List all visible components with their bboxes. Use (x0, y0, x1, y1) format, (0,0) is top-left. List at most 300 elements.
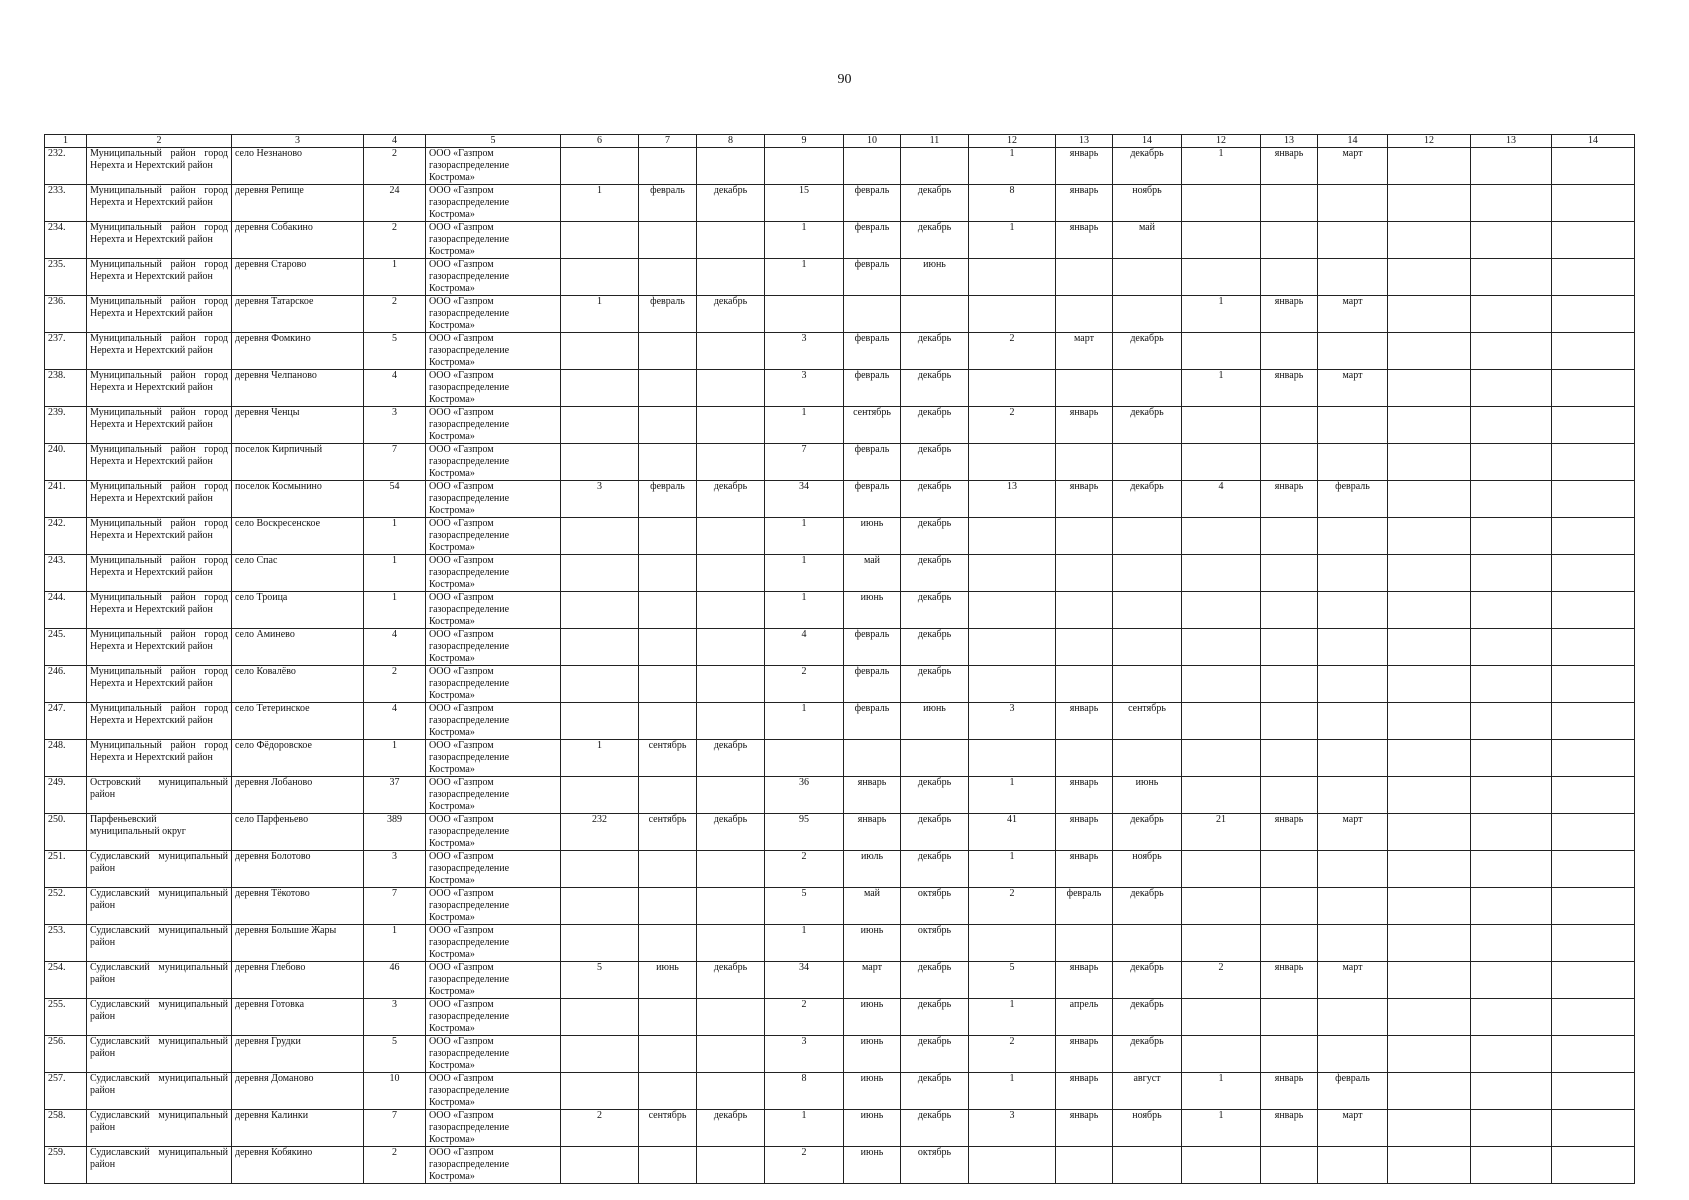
start-b: июнь (844, 1036, 901, 1073)
start-d: январь (1261, 1110, 1318, 1147)
total-count: 54 (364, 481, 426, 518)
count-a (561, 925, 639, 962)
end-c: сентябрь (1113, 703, 1182, 740)
end-c: декабрь (1113, 1036, 1182, 1073)
row-number: 248. (45, 740, 87, 777)
count-b: 3 (765, 333, 844, 370)
total-count: 1 (364, 518, 426, 555)
end-a (697, 592, 765, 629)
count-d (1182, 407, 1261, 444)
table-row (45, 1110, 1635, 1147)
column-header: 4 (364, 135, 426, 148)
count-c: 2 (969, 1036, 1056, 1073)
settlement: деревня Репище (232, 185, 364, 222)
start-d: январь (1261, 814, 1318, 851)
total-count: 389 (364, 814, 426, 851)
end-e (1552, 444, 1635, 481)
end-d: март (1318, 962, 1388, 999)
start-c (1056, 555, 1113, 592)
end-e (1552, 222, 1635, 259)
start-d: январь (1261, 148, 1318, 185)
total-count: 2 (364, 666, 426, 703)
end-c: май (1113, 222, 1182, 259)
end-e (1552, 518, 1635, 555)
municipality: Муниципальный район город Нерехта и Нерехтский район (87, 629, 232, 666)
count-a (561, 370, 639, 407)
count-e (1388, 333, 1471, 370)
count-c: 2 (969, 333, 1056, 370)
total-count: 1 (364, 555, 426, 592)
organization: ООО «Газпром газораспределение Кострома» (426, 481, 561, 518)
start-a (639, 148, 697, 185)
end-c: декабрь (1113, 148, 1182, 185)
count-c: 2 (969, 407, 1056, 444)
organization: ООО «Газпром газораспределение Кострома» (426, 666, 561, 703)
count-e (1388, 703, 1471, 740)
end-d (1318, 629, 1388, 666)
end-e (1552, 148, 1635, 185)
count-a: 1 (561, 296, 639, 333)
count-a (561, 666, 639, 703)
count-d (1182, 1147, 1261, 1184)
column-header: 5 (426, 135, 561, 148)
end-b: декабрь (901, 185, 969, 222)
organization: ООО «Газпром газораспределение Кострома» (426, 962, 561, 999)
municipality: Муниципальный район город Нерехта и Нерехтский район (87, 666, 232, 703)
start-a (639, 444, 697, 481)
end-a (697, 888, 765, 925)
start-a (639, 222, 697, 259)
count-b: 2 (765, 999, 844, 1036)
table-row (45, 555, 1635, 592)
start-c (1056, 259, 1113, 296)
end-a (697, 999, 765, 1036)
count-e (1388, 407, 1471, 444)
end-d (1318, 222, 1388, 259)
settlement: поселок Космынино (232, 481, 364, 518)
start-d (1261, 444, 1318, 481)
count-c: 13 (969, 481, 1056, 518)
organization: ООО «Газпром газораспределение Кострома» (426, 148, 561, 185)
table-row (45, 1073, 1635, 1110)
end-e (1552, 555, 1635, 592)
end-b (901, 148, 969, 185)
settlement: поселок Кирпичный (232, 444, 364, 481)
count-e (1388, 1073, 1471, 1110)
end-e (1552, 851, 1635, 888)
start-c (1056, 629, 1113, 666)
settlement: деревня Готовка (232, 999, 364, 1036)
count-a (561, 259, 639, 296)
count-b (765, 740, 844, 777)
start-c: январь (1056, 1110, 1113, 1147)
settlement: деревня Челпаново (232, 370, 364, 407)
end-c (1113, 370, 1182, 407)
end-c: ноябрь (1113, 185, 1182, 222)
municipality: Муниципальный район город Нерехта и Нерехтский район (87, 259, 232, 296)
count-c: 3 (969, 1110, 1056, 1147)
start-b: июнь (844, 1073, 901, 1110)
count-e (1388, 1147, 1471, 1184)
end-d (1318, 851, 1388, 888)
row-number: 250. (45, 814, 87, 851)
count-a (561, 444, 639, 481)
count-a (561, 1147, 639, 1184)
table-row (45, 1036, 1635, 1073)
table-row (45, 999, 1635, 1036)
start-b: февраль (844, 444, 901, 481)
count-a (561, 851, 639, 888)
organization: ООО «Газпром газораспределение Кострома» (426, 851, 561, 888)
start-c: январь (1056, 777, 1113, 814)
count-c: 2 (969, 888, 1056, 925)
end-d (1318, 1147, 1388, 1184)
count-c: 5 (969, 962, 1056, 999)
end-c (1113, 296, 1182, 333)
count-a (561, 592, 639, 629)
total-count: 7 (364, 888, 426, 925)
column-header: 12 (1388, 135, 1471, 148)
start-a: февраль (639, 481, 697, 518)
start-d: январь (1261, 296, 1318, 333)
end-a (697, 444, 765, 481)
column-header: 2 (87, 135, 232, 148)
end-e (1552, 333, 1635, 370)
end-a (697, 703, 765, 740)
start-e (1471, 185, 1552, 222)
start-d (1261, 851, 1318, 888)
count-b: 1 (765, 925, 844, 962)
count-a: 1 (561, 185, 639, 222)
start-b: март (844, 962, 901, 999)
row-number: 259. (45, 1147, 87, 1184)
count-e (1388, 814, 1471, 851)
end-c: август (1113, 1073, 1182, 1110)
end-c (1113, 740, 1182, 777)
municipality: Судиславский муниципальный район (87, 1036, 232, 1073)
end-c: декабрь (1113, 481, 1182, 518)
row-number: 233. (45, 185, 87, 222)
count-b: 34 (765, 962, 844, 999)
start-c: январь (1056, 1036, 1113, 1073)
start-e (1471, 925, 1552, 962)
end-a (697, 222, 765, 259)
start-d: январь (1261, 481, 1318, 518)
settlement: деревня Кобякино (232, 1147, 364, 1184)
end-e (1552, 666, 1635, 703)
end-d: март (1318, 148, 1388, 185)
end-e (1552, 962, 1635, 999)
settlement: деревня Фомкино (232, 333, 364, 370)
organization: ООО «Газпром газораспределение Кострома» (426, 185, 561, 222)
start-e (1471, 1036, 1552, 1073)
start-d (1261, 555, 1318, 592)
start-c: январь (1056, 148, 1113, 185)
count-c (969, 1147, 1056, 1184)
organization: ООО «Газпром газораспределение Кострома» (426, 259, 561, 296)
organization: ООО «Газпром газораспределение Кострома» (426, 1110, 561, 1147)
count-a (561, 777, 639, 814)
total-count: 24 (364, 185, 426, 222)
end-a (697, 666, 765, 703)
column-header: 7 (639, 135, 697, 148)
table-row (45, 370, 1635, 407)
end-a (697, 333, 765, 370)
start-c (1056, 925, 1113, 962)
count-b (765, 148, 844, 185)
end-a: декабрь (697, 296, 765, 333)
end-d (1318, 259, 1388, 296)
total-count: 5 (364, 1036, 426, 1073)
end-b: октябрь (901, 1147, 969, 1184)
count-b: 95 (765, 814, 844, 851)
total-count: 4 (364, 370, 426, 407)
count-a: 232 (561, 814, 639, 851)
start-b: январь (844, 814, 901, 851)
row-number: 240. (45, 444, 87, 481)
municipality: Муниципальный район город Нерехта и Нерехтский район (87, 370, 232, 407)
end-a (697, 148, 765, 185)
municipality: Судиславский муниципальный район (87, 925, 232, 962)
count-c (969, 592, 1056, 629)
count-e (1388, 1110, 1471, 1147)
end-e (1552, 296, 1635, 333)
start-e (1471, 814, 1552, 851)
end-d (1318, 592, 1388, 629)
start-b: февраль (844, 666, 901, 703)
end-c: декабрь (1113, 333, 1182, 370)
start-a (639, 888, 697, 925)
end-d: март (1318, 296, 1388, 333)
end-d (1318, 185, 1388, 222)
municipality: Судиславский муниципальный район (87, 1110, 232, 1147)
count-d (1182, 1036, 1261, 1073)
organization: ООО «Газпром газораспределение Кострома» (426, 629, 561, 666)
end-e (1552, 259, 1635, 296)
column-header: 10 (844, 135, 901, 148)
row-number: 247. (45, 703, 87, 740)
end-c (1113, 518, 1182, 555)
end-e (1552, 888, 1635, 925)
municipality: Судиславский муниципальный район (87, 1147, 232, 1184)
count-d (1182, 888, 1261, 925)
start-e (1471, 629, 1552, 666)
count-b: 4 (765, 629, 844, 666)
end-c (1113, 444, 1182, 481)
start-d (1261, 777, 1318, 814)
count-b: 2 (765, 851, 844, 888)
start-c: январь (1056, 703, 1113, 740)
start-a (639, 555, 697, 592)
count-a: 5 (561, 962, 639, 999)
end-d (1318, 888, 1388, 925)
row-number: 235. (45, 259, 87, 296)
row-number: 256. (45, 1036, 87, 1073)
start-e (1471, 333, 1552, 370)
count-c: 8 (969, 185, 1056, 222)
table-row (45, 740, 1635, 777)
count-d (1182, 777, 1261, 814)
table-row (45, 518, 1635, 555)
start-c: март (1056, 333, 1113, 370)
start-d (1261, 592, 1318, 629)
table-row (45, 222, 1635, 259)
start-b: февраль (844, 703, 901, 740)
start-a: сентябрь (639, 740, 697, 777)
count-d: 1 (1182, 296, 1261, 333)
organization: ООО «Газпром газораспределение Кострома» (426, 1073, 561, 1110)
end-b: декабрь (901, 666, 969, 703)
count-a: 3 (561, 481, 639, 518)
column-header: 1 (45, 135, 87, 148)
start-d (1261, 1036, 1318, 1073)
start-b: февраль (844, 259, 901, 296)
start-b: февраль (844, 370, 901, 407)
end-d: март (1318, 814, 1388, 851)
start-b: июнь (844, 999, 901, 1036)
start-d (1261, 666, 1318, 703)
count-d (1182, 222, 1261, 259)
end-e (1552, 777, 1635, 814)
municipality: Муниципальный район город Нерехта и Нерехтский район (87, 185, 232, 222)
count-c (969, 666, 1056, 703)
start-e (1471, 296, 1552, 333)
start-a (639, 259, 697, 296)
count-e (1388, 925, 1471, 962)
municipality: Судиславский муниципальный район (87, 888, 232, 925)
end-c (1113, 666, 1182, 703)
organization: ООО «Газпром газораспределение Кострома» (426, 555, 561, 592)
start-a (639, 518, 697, 555)
count-c: 1 (969, 222, 1056, 259)
municipality: Муниципальный район город Нерехта и Нерехтский район (87, 592, 232, 629)
start-e (1471, 740, 1552, 777)
settlement: деревня Доманово (232, 1073, 364, 1110)
end-e (1552, 740, 1635, 777)
municipality: Судиславский муниципальный район (87, 999, 232, 1036)
end-c: декабрь (1113, 999, 1182, 1036)
end-e (1552, 1073, 1635, 1110)
municipality: Островский муниципальный район (87, 777, 232, 814)
end-d (1318, 666, 1388, 703)
count-c (969, 629, 1056, 666)
start-b: июнь (844, 592, 901, 629)
start-b: февраль (844, 481, 901, 518)
count-a (561, 148, 639, 185)
end-b: декабрь (901, 222, 969, 259)
count-e (1388, 555, 1471, 592)
count-d (1182, 740, 1261, 777)
organization: ООО «Газпром газораспределение Кострома» (426, 444, 561, 481)
count-a (561, 888, 639, 925)
total-count: 1 (364, 592, 426, 629)
start-d (1261, 888, 1318, 925)
count-b (765, 296, 844, 333)
count-b: 1 (765, 259, 844, 296)
count-c (969, 444, 1056, 481)
end-d (1318, 518, 1388, 555)
start-c: январь (1056, 1073, 1113, 1110)
start-a: июнь (639, 962, 697, 999)
end-b: декабрь (901, 592, 969, 629)
row-number: 236. (45, 296, 87, 333)
end-a: декабрь (697, 814, 765, 851)
end-e (1552, 629, 1635, 666)
start-b: май (844, 555, 901, 592)
end-a (697, 555, 765, 592)
organization: ООО «Газпром газораспределение Кострома» (426, 999, 561, 1036)
count-e (1388, 740, 1471, 777)
start-a (639, 1036, 697, 1073)
count-c (969, 925, 1056, 962)
row-number: 254. (45, 962, 87, 999)
column-header: 13 (1471, 135, 1552, 148)
table-row (45, 185, 1635, 222)
count-c: 1 (969, 1073, 1056, 1110)
column-header: 14 (1318, 135, 1388, 148)
start-e (1471, 666, 1552, 703)
column-header: 14 (1113, 135, 1182, 148)
row-number: 239. (45, 407, 87, 444)
count-c: 1 (969, 148, 1056, 185)
start-e (1471, 1147, 1552, 1184)
start-b: июнь (844, 1147, 901, 1184)
count-d (1182, 925, 1261, 962)
end-d: март (1318, 370, 1388, 407)
start-e (1471, 1110, 1552, 1147)
start-c: январь (1056, 962, 1113, 999)
end-b: декабрь (901, 555, 969, 592)
municipality: Муниципальный район город Нерехта и Нерехтский район (87, 740, 232, 777)
end-d (1318, 777, 1388, 814)
count-e (1388, 999, 1471, 1036)
row-number: 245. (45, 629, 87, 666)
total-count: 1 (364, 740, 426, 777)
count-a (561, 555, 639, 592)
start-e (1471, 703, 1552, 740)
start-a (639, 370, 697, 407)
count-e (1388, 296, 1471, 333)
table-row (45, 259, 1635, 296)
column-header: 13 (1056, 135, 1113, 148)
total-count: 10 (364, 1073, 426, 1110)
end-b: декабрь (901, 1073, 969, 1110)
gasification-table (44, 134, 1635, 1184)
count-a (561, 1073, 639, 1110)
end-e (1552, 592, 1635, 629)
end-d (1318, 999, 1388, 1036)
municipality: Судиславский муниципальный район (87, 1073, 232, 1110)
organization: ООО «Газпром газораспределение Кострома» (426, 703, 561, 740)
column-header: 13 (1261, 135, 1318, 148)
count-b: 1 (765, 518, 844, 555)
settlement: деревня Большие Жары (232, 925, 364, 962)
row-number: 252. (45, 888, 87, 925)
end-b: декабрь (901, 1110, 969, 1147)
organization: ООО «Газпром газораспределение Кострома» (426, 777, 561, 814)
table-row (45, 703, 1635, 740)
end-a: декабрь (697, 962, 765, 999)
start-e (1471, 259, 1552, 296)
settlement: деревня Старово (232, 259, 364, 296)
start-d (1261, 740, 1318, 777)
end-b: декабрь (901, 1036, 969, 1073)
count-d: 1 (1182, 1073, 1261, 1110)
start-c (1056, 518, 1113, 555)
end-d: февраль (1318, 1073, 1388, 1110)
start-d (1261, 925, 1318, 962)
column-header: 9 (765, 135, 844, 148)
